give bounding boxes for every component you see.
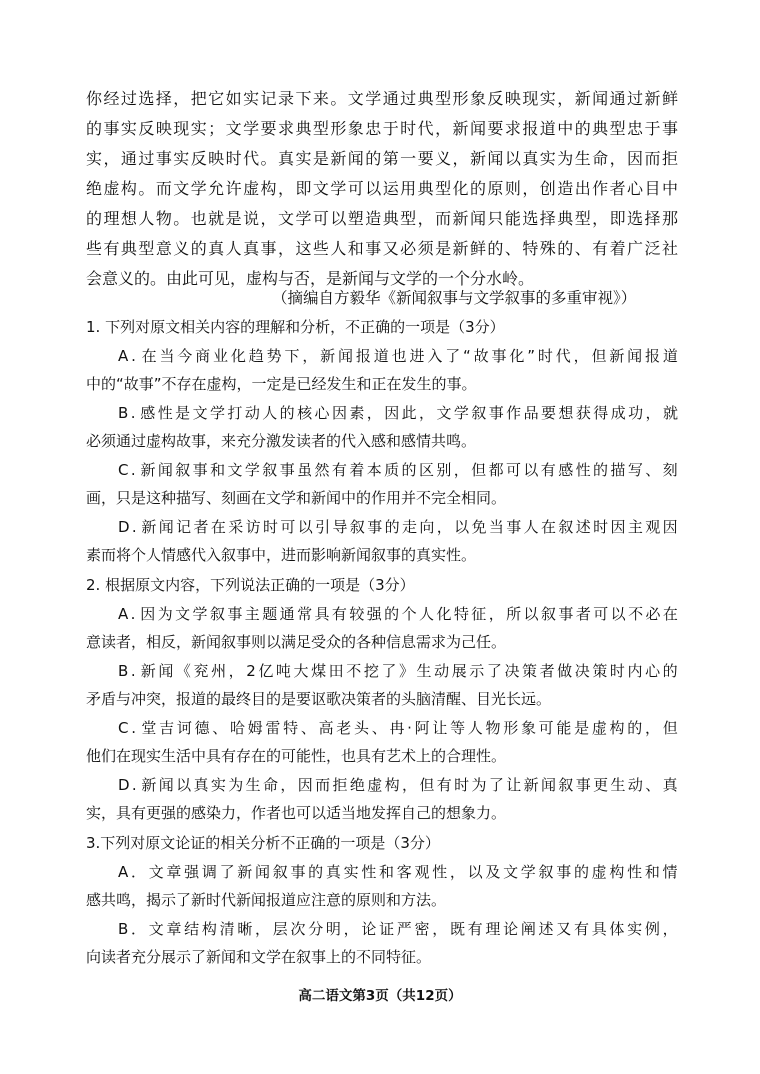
option-line: C . 新 闻 叙 事 和 文 学 叙 事 虽 然 有 着 本 质 的 区 别 ， 但 都 可 以 有 感 性 的 描 写 、 刻 [118, 460, 678, 479]
option-d [86, 771, 678, 828]
excerpt-line: 的 理 想 人 物 。 也 就 是 说 ， 文 学 可 以 塑 造 典 型 ， 而 新 闻 只 能 选 择 典 型 ， 即 选 择 那 [86, 209, 678, 228]
option-line: A . 在 当 今 商 业 化 趋 势 下 ， 新 闻 报 道 也 进 入 了 “ 故 事 化 ” 时 代 ， 但 新 闻 报 道 [118, 346, 678, 365]
option-line: D . 新 闻 记 者 在 采 访 时 可 以 引 导 叙 事 的 走 向 ， 以 免 当 事 人 在 叙 述 时 因 主 观 因 [118, 517, 678, 536]
excerpt-line: 些 有 典 型 意 义 的 真 人 真 事 ， 这 些 人 和 事 又 必 须 是 新 鲜 的 、 特 殊 的 、 有 着 广 泛 社 [86, 239, 678, 258]
option-c [86, 714, 678, 771]
excerpt-line: 实 ， 通 过 事 实 反 映 时 代 。 真 实 是 新 闻 的 第 一 要 义 ， 新 闻 以 真 实 为 生 命 ， 因 而 拒 [86, 149, 678, 168]
option-line: A ． 文 章 强 调 了 新 闻 叙 事 的 真 实 性 和 客 观 性 ， 以 及 文 学 叙 事 的 虚 构 性 和 情 [118, 862, 678, 881]
question-stem: 2. 根据原文内容，下列说法正确的一项是（3分） [86, 576, 415, 594]
excerpt-passage [86, 84, 678, 294]
option-line: A . 因 为 文 学 叙 事 主 题 通 常 具 有 较 强 的 个 人 化 特 征 ， 所 以 叙 事 者 可 以 不 必 在 [118, 604, 678, 623]
option-line: 中的“故事”不存在虚构，一定是已经发生和正在发生的事。 [86, 375, 477, 393]
option-line: B . 感 性 是 文 学 打 动 人 的 核 心 因 素 ， 因 此 ， 文 学 叙 事 作 品 要 想 获 得 成 功 ， 就 [118, 403, 678, 422]
option-line: B . 新 闻 《 兖 州 ， 2 亿 吨 大 煤 田 不 挖 了 》 生 动 展 示 了 决 策 者 做 决 策 时 内 心 的 [118, 661, 678, 680]
option-line: 实，具有更强的感染力，作者也可以适当地发挥自己的想象力。 [86, 804, 507, 822]
option-line: C . 堂 吉 诃 德 、 哈 姆 雷 特 、 高 老 头 、 冉 · 阿 让 等 人 物 形 象 可 能 是 虚 构 的 ， 但 [118, 718, 678, 737]
option-line: 向读者充分展示了新闻和文学在叙事上的不同特征。 [86, 948, 432, 966]
option-a [86, 858, 678, 915]
option-a [86, 600, 678, 657]
question-1 [86, 313, 678, 570]
question-stem: 3.下列对原文论证的相关分析不正确的一项是（3分） [86, 834, 440, 852]
excerpt-source: （摘编自方毅华《新闻叙事与文学叙事的多重审视》） [272, 289, 637, 307]
excerpt-line-last: 会意义的。由此可见，虚构与否，是新闻与文学的一个分水岭。 [86, 269, 535, 288]
option-line: B ． 文 章 结 构 清 晰 ， 层 次 分 明 ， 论 证 严 密 ， 既 有 理 论 阐 述 又 有 具 体 实 例 ， [118, 919, 678, 938]
option-line: D . 新 闻 以 真 实 为 生 命 ， 因 而 拒 绝 虚 构 ， 但 有 时 为 了 让 新 闻 叙 事 更 生 动 、 真 [118, 775, 678, 794]
question-3 [86, 829, 678, 972]
option-line: 矛盾与冲突，报道的最终目的是要讴歌决策者的头脑清醒、目光长远。 [86, 690, 552, 708]
excerpt-line: 你 经 过 选 择 ， 把 它 如 实 记 录 下 来 。 文 学 通 过 典 型 形 象 反 映 现 实 ， 新 闻 通 过 新 鲜 [86, 89, 678, 108]
option-c [86, 456, 678, 513]
option-line: 必须通过虚构故事，来充分激发读者的代入感和感情共鸣。 [86, 432, 477, 450]
option-b [86, 657, 678, 714]
option-line: 画，只是这种描写、刻画在文学和新闻中的作用并不完全相同。 [86, 489, 507, 507]
option-line: 素而将个人情感代入叙事中，进而影响新闻叙事的真实性。 [86, 546, 477, 564]
option-line: 他们在现实生活中具有存在的可能性，也具有艺术上的合理性。 [86, 747, 507, 765]
question-2 [86, 571, 678, 828]
option-d [86, 513, 678, 570]
excerpt-line: 的 事 实 反 映 现 实 ； 文 学 要 求 典 型 形 象 忠 于 时 代 ， 新 闻 要 求 报 道 中 的 典 型 忠 于 事 [86, 119, 678, 138]
option-line: 感共鸣，揭示了新时代新闻报道应注意的原则和方法。 [86, 891, 447, 909]
question-stem: 1. 下列对原文相关内容的理解和分析，不正确的一项是（3分） [86, 318, 505, 336]
option-b [86, 399, 678, 456]
option-b [86, 915, 678, 972]
excerpt-line: 绝 虚 构 。 而 文 学 允 许 虚 构 ， 即 文 学 可 以 运 用 典 型 化 的 原 则 ， 创 造 出 作 者 心 目 中 [86, 179, 678, 198]
option-a [86, 342, 678, 399]
page-footer: 高二语文第3页（共12页） [298, 988, 462, 1004]
option-line: 意读者，相反，新闻叙事则以满足受众的各种信息需求为己任。 [86, 633, 507, 651]
